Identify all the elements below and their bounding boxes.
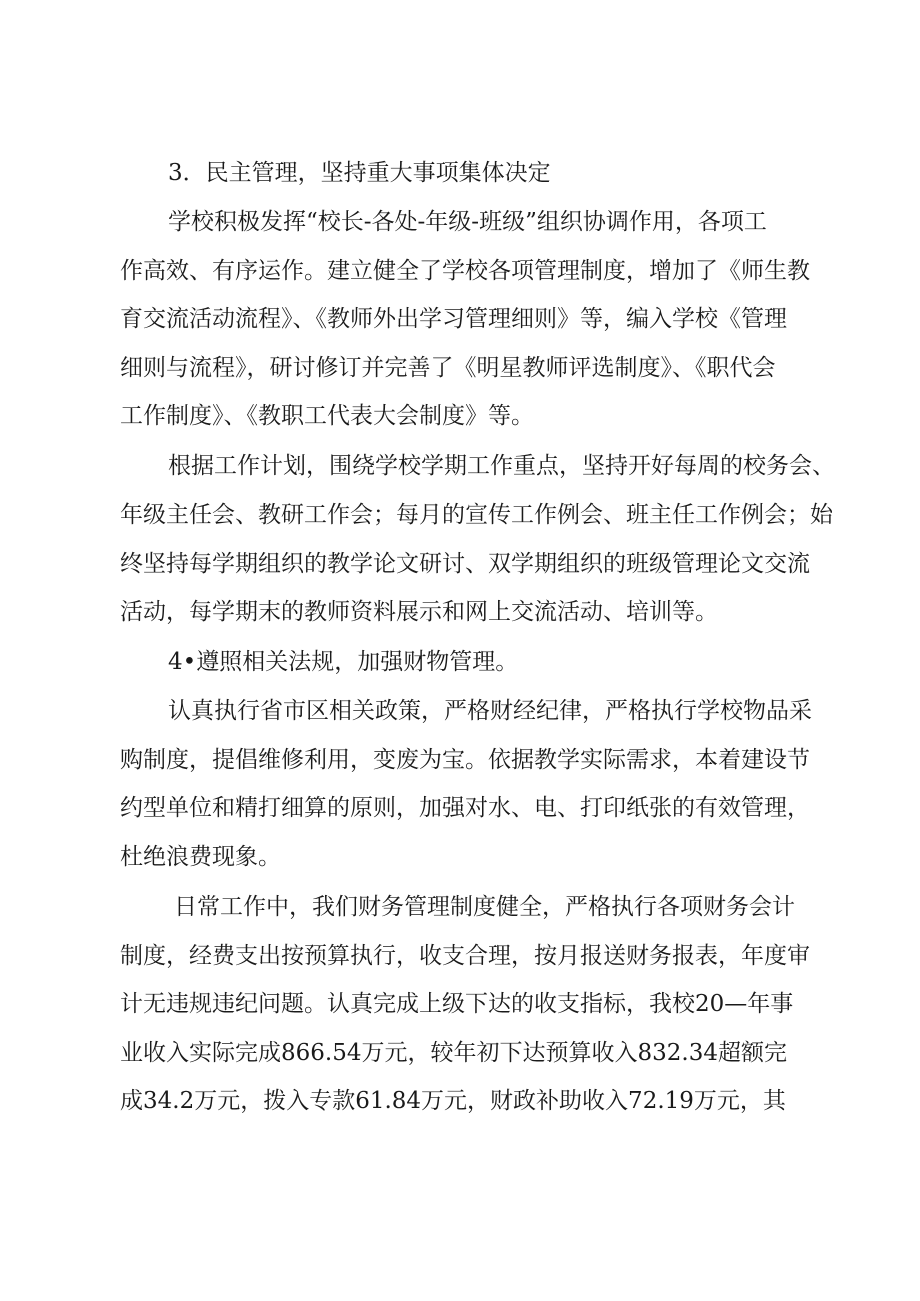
paragraph-4-line-3: 计无违规违纪问题。认真完成上级下达的收支指标，我校20—年事 <box>120 991 794 1018</box>
paragraph-4-line-5: 成34.2万元，拨入专款61.84万元，财政补助收入72.19万元，其 <box>120 1088 786 1115</box>
paragraph-4-line-1: 日常工作中，我们财务管理制度健全，严格执行各项财务会计 <box>174 894 795 921</box>
paragraph-2-line-3: 终坚持每学期组织的教学论文研讨、双学期组织的班级管理论文交流 <box>120 550 810 577</box>
paragraph-1-line-3: 育交流活动流程》、《教师外出学习管理细则》等，编入学校《管理 <box>120 306 787 333</box>
paragraph-1-line-2: 作高效、有序运作。建立健全了学校各项管理制度，增加了《师生教 <box>120 257 810 284</box>
paragraph-3-line-1: 认真执行省市区相关政策，严格财经纪律，严格执行学校物品采 <box>168 698 812 725</box>
paragraph-1-line-5: 工作制度》、《教职工代表大会制度》等。 <box>120 403 534 430</box>
paragraph-4-line-4: 业收入实际完成866.54万元，较年初下达预算收入832.34超额完 <box>120 1039 787 1066</box>
paragraph-2-line-2: 年级主任会、教研工作会；每月的宣传工作例会、班主任工作例会；始 <box>120 501 833 528</box>
paragraph-2-line-1: 根据工作计划，围绕学校学期工作重点，坚持开好每周的校务会、 <box>168 453 835 480</box>
paragraph-1-line-4: 细则与流程》，研讨修订并完善了《明星教师评选制度》、《职代会 <box>120 354 776 381</box>
paragraph-3-line-3: 约型单位和精打细算的原则，加强对水、电、打印纸张的有效管理， <box>120 795 810 822</box>
section-heading-4: 4•遵照相关法规，加强财物管理。 <box>168 649 519 676</box>
paragraph-1-line-1: 学校积极发挥“校长-各处-年级-班级”组织协调作用，各项工 <box>168 209 767 236</box>
section-heading-3: 3．民主管理，坚持重大事项集体决定 <box>168 160 551 186</box>
paragraph-2-line-4: 活动，每学期末的教师资料展示和网上交流活动、培训等。 <box>120 599 718 626</box>
paragraph-3-line-2: 购制度，提倡维修利用，变废为宝。依据教学实际需求，本着建设节 <box>120 746 810 773</box>
paragraph-4-line-2: 制度，经费支出按预算执行，收支合理，按月报送财务报表，年度审 <box>120 942 810 969</box>
paragraph-3-line-4: 杜绝浪费现象。 <box>120 843 281 870</box>
